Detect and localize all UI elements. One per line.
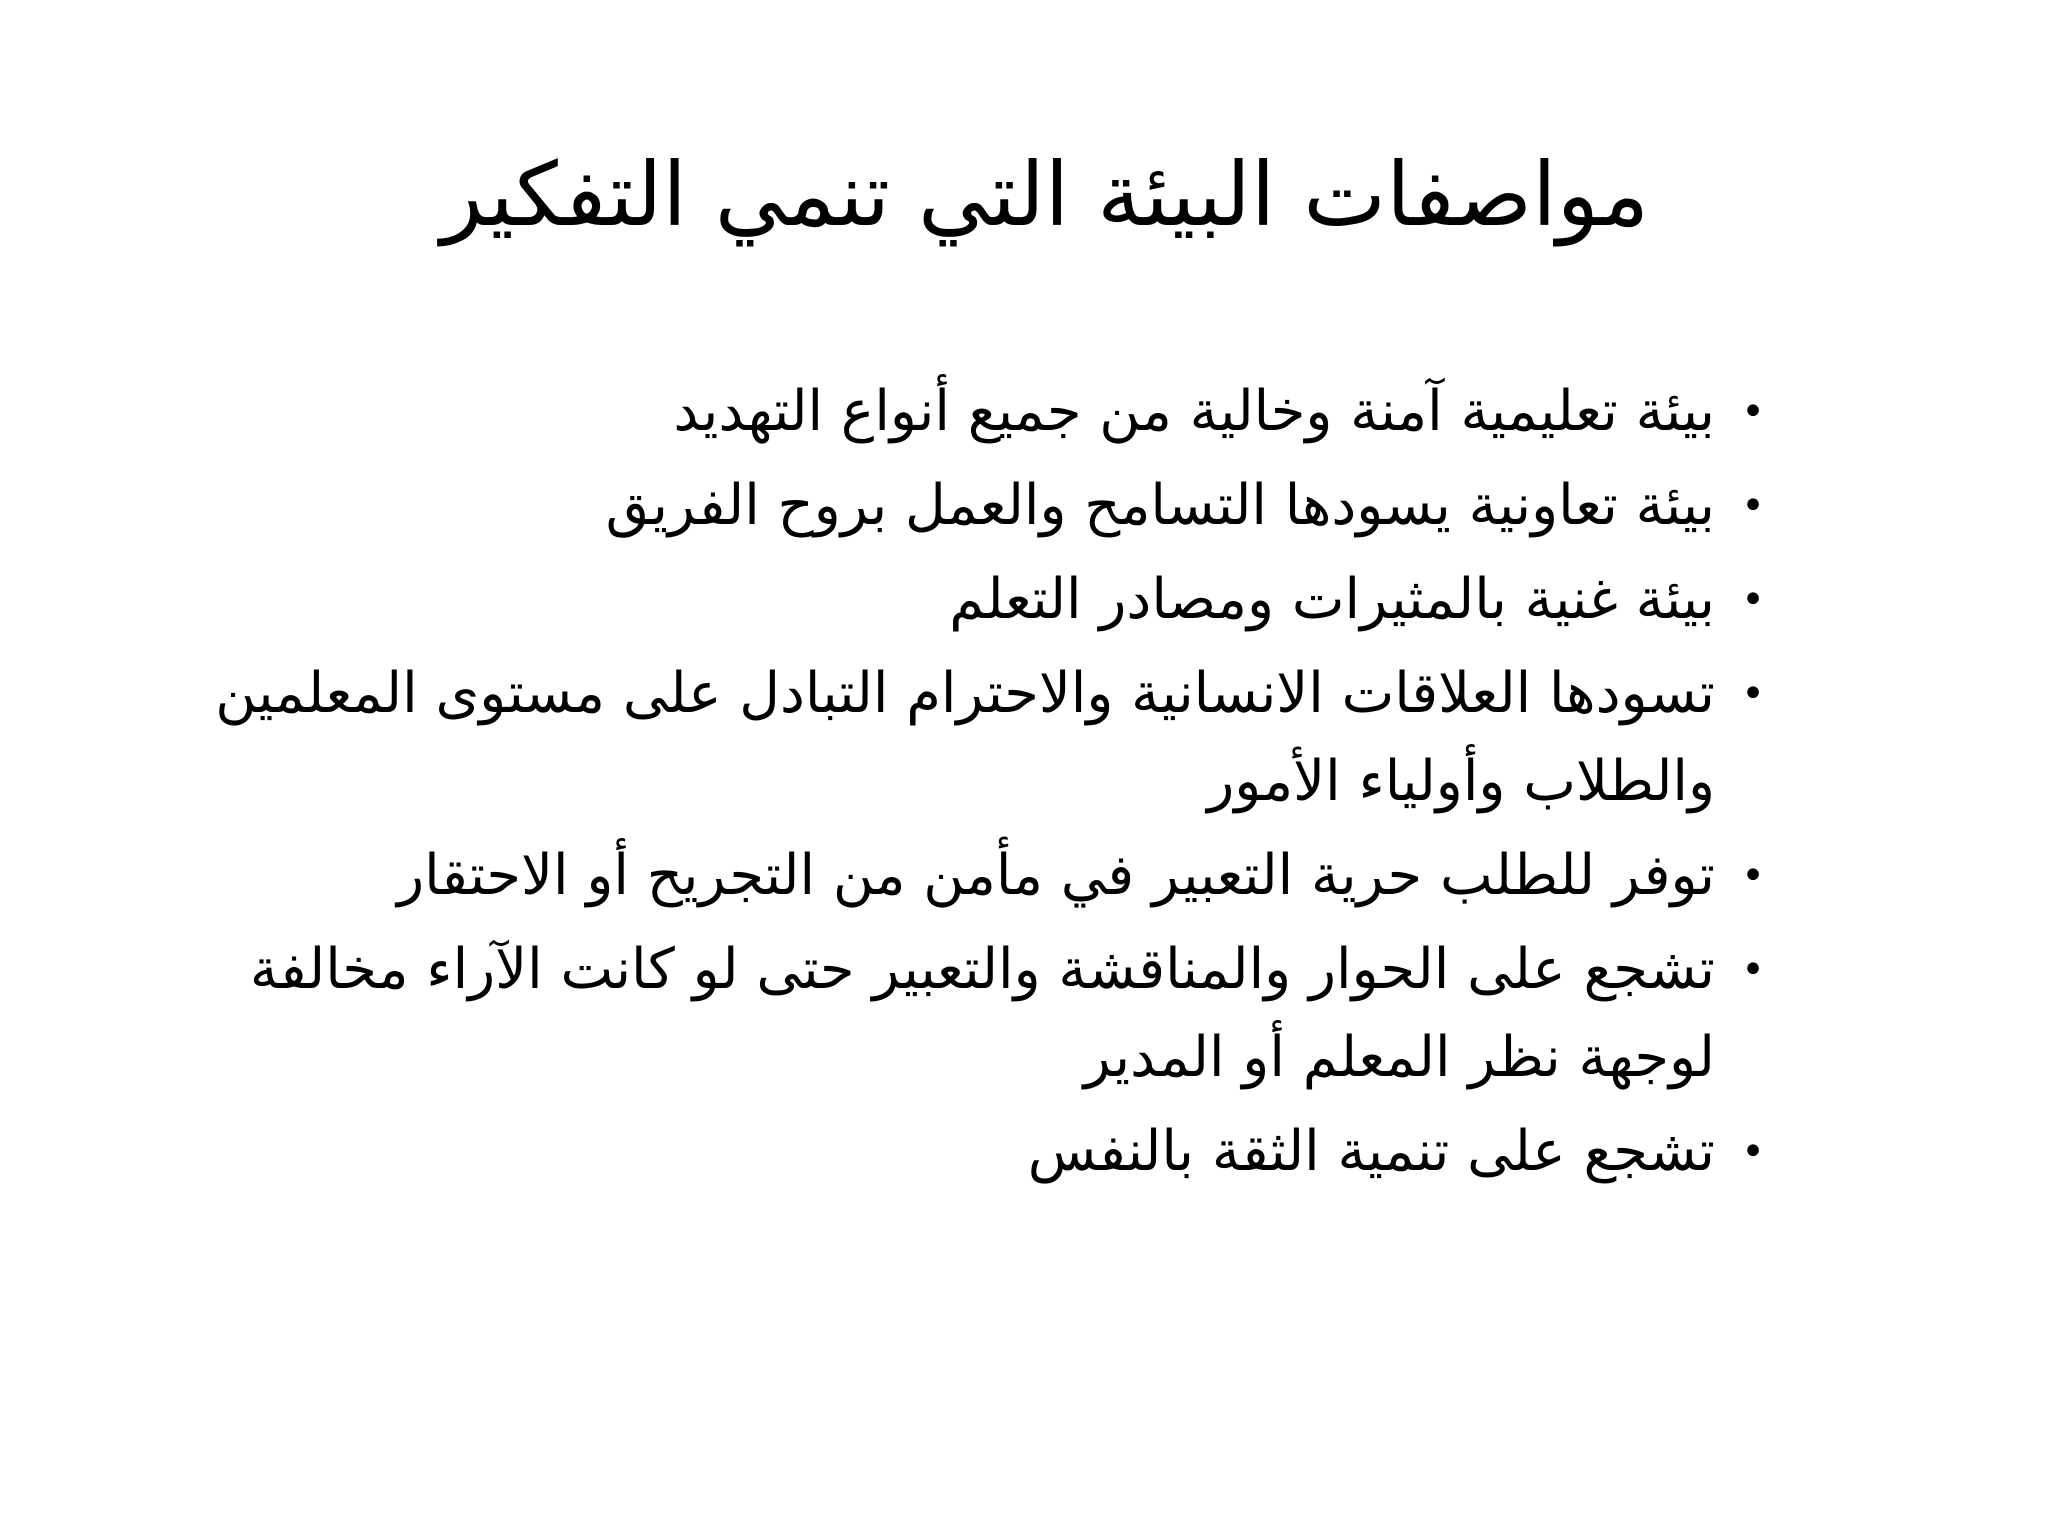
bullet-text: تشجع على الحوار والمناقشة والتعبير حتى لو كانت الآراء مخالفة لوجهة نظر المعلم أو المدير [249, 937, 1715, 1090]
bullet-item [193, 926, 1793, 1102]
bullet-text: بيئة تعليمية آمنة وخالية من جميع أنواع التهديد [673, 379, 1715, 444]
bullet-item [193, 650, 1793, 826]
bullet-text: توفر للطلب حرية التعبير في مأمن من التجريح أو الاحتقار [397, 843, 1715, 908]
bullet-text: تشجع على تنمية الثقة بالنفس [1027, 1119, 1715, 1184]
bullet-text: بيئة تعاونية يسودها التسامح والعمل بروح الفريق [605, 473, 1715, 538]
bullet-icon: • [1741, 483, 1765, 529]
bullet-item [193, 556, 1793, 644]
bullet-item [193, 832, 1793, 920]
bullet-text: تسودها العلاقات الانسانية والاحترام التبادل على مستوى المعلمين والطلاب وأولياء الأمور [215, 661, 1715, 814]
bullet-icon: • [1741, 577, 1765, 623]
bullet-item [193, 1108, 1793, 1196]
bullet-icon: • [1741, 389, 1765, 435]
bullet-item [193, 368, 1793, 456]
bullet-list [193, 368, 1793, 1202]
bullet-text: بيئة غنية بالمثيرات ومصادر التعلم [949, 567, 1715, 632]
slide-title: مواصفات البيئة التي تنمي التفكير [440, 143, 1650, 246]
bullet-icon: • [1741, 853, 1765, 899]
bullet-item [193, 462, 1793, 550]
bullet-icon: • [1741, 671, 1765, 717]
bullet-icon: • [1741, 947, 1765, 993]
bullet-icon: • [1741, 1129, 1765, 1175]
